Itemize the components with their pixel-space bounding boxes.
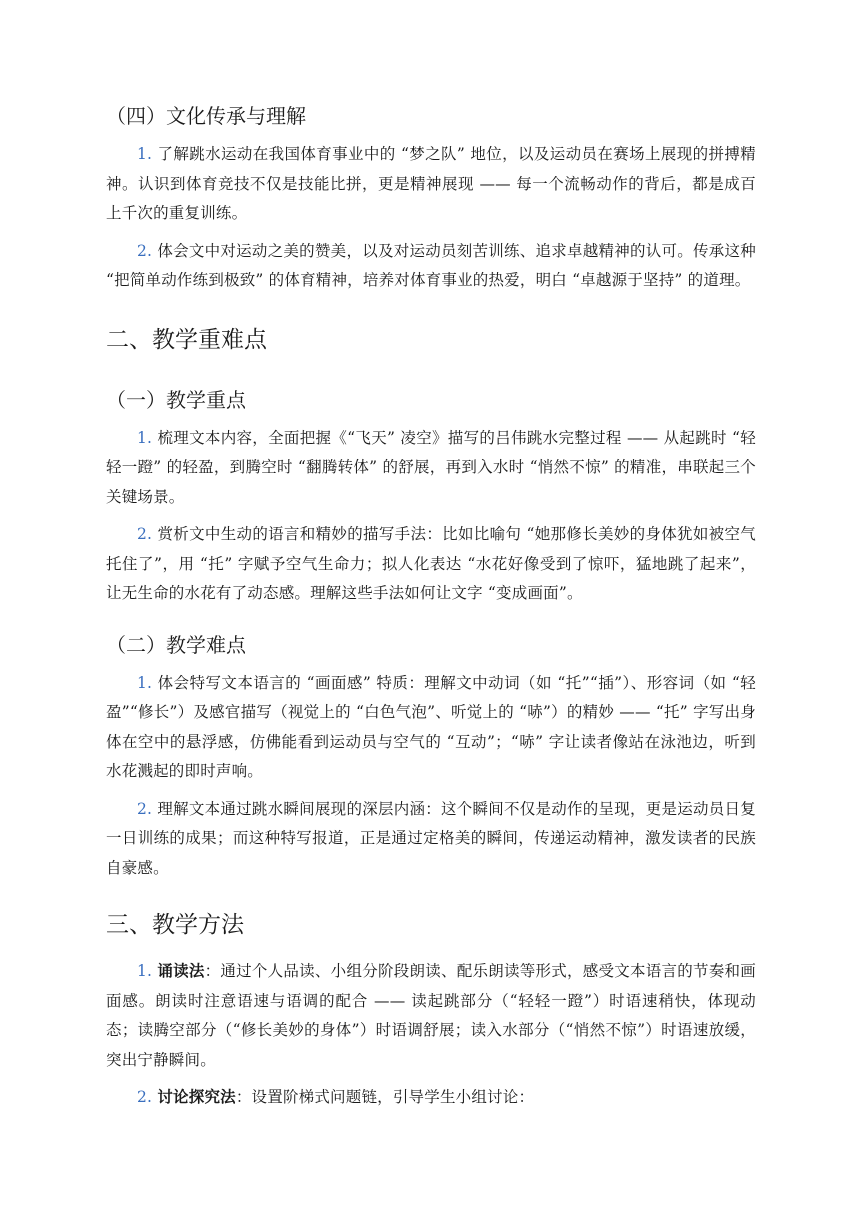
method-keyword: 诵读法	[157, 962, 205, 980]
paragraph-text: 体会特写文本语言的 “画面感” 特质：理解文中动词（如 “托”“插”）、形容词（如 “轻盈”“修长”）及感官描写（视觉上的 “白色气泡”、听觉上的 “哧”）的精妙 —— “托” 字写出身体在空中的悬浮感，仿佛能看到运动员与空气的 “互动”；“哧” 字让读者像站在泳池边，听到水花溅起的即时声响。	[106, 673, 756, 780]
list-number: 2.	[137, 1088, 153, 1106]
list-number: 2.	[137, 799, 153, 818]
method-keyword: 讨论探究法	[157, 1088, 236, 1106]
list-number: 1.	[137, 673, 153, 692]
heading-key-difficult-points: 二、教学重难点	[106, 326, 267, 353]
paragraph	[106, 795, 756, 884]
paragraph	[106, 957, 756, 1075]
heading-key-points: （一）教学重点	[106, 387, 246, 412]
heading-culture: （四）文化传承与理解	[106, 104, 306, 128]
paragraph-text: 赏析文中生动的语言和精妙的描写手法：比如比喻句 “她那修长美妙的身体犹如被空气托住了”，用 “托” 字赋予空气生命力；拟人化表达 “水花好像受到了惊吓，猛地跳了起来”，让无生命的水花有了动态感。理解这些手法如何让文字 “变成画面”。	[106, 525, 756, 602]
paragraph-text: 梳理文本内容，全面把握《“飞天” 凌空》描写的吕伟跳水完整过程 —— 从起跳时 “轻轻一蹬” 的轻盈，到腾空时 “翻腾转体” 的舒展，再到入水时 “悄然不惊” 的精准，串联起三个关键场景。	[106, 428, 756, 506]
paragraph	[106, 140, 756, 229]
list-number: 1.	[137, 428, 153, 447]
list-number: 2.	[137, 525, 153, 543]
heading-teaching-methods: 三、教学方法	[106, 912, 244, 938]
list-number: 1.	[137, 962, 153, 980]
paragraph-text: 体会文中对运动之美的赞美，以及对运动员刻苦训练、追求卓越精神的认可。传承这种 “把简单动作练到极致” 的体育精神，培养对体育事业的热爱，明白 “卓越源于坚持” 的道理。	[106, 241, 756, 289]
list-number: 2.	[137, 241, 153, 260]
paragraph-text: 理解文本通过跳水瞬间展现的深层内涵：这个瞬间不仅是动作的呈现，更是运动员日复一日训练的成果；而这种特写报道，正是通过定格美的瞬间，传递运动精神，激发读者的民族自豪感。	[106, 799, 756, 877]
paragraph	[106, 520, 756, 609]
paragraph-text: 了解跳水运动在我国体育事业中的 “梦之队” 地位，以及运动员在赛场上展现的拼搏精神。认识到体育竞技不仅是技能比拼，更是精神展现 —— 每一个流畅动作的背后，都是成百上千次的重复训练。	[106, 145, 756, 222]
list-number: 1.	[137, 145, 153, 163]
paragraph-text: ：设置阶梯式问题链，引导学生小组讨论：	[235, 1088, 535, 1106]
paragraph	[106, 669, 756, 787]
paragraph-text: ：通过个人品读、小组分阶段朗读、配乐朗读等形式，感受文本语言的节奏和画面感。朗读时注意语速与语调的配合 —— 读起跳部分（“轻轻一蹬”）时语速稍快，体现动态；读腾空部分（“修长美妙的身体”）时语调舒展；读入水部分（“悄然不惊”）时语速放缓，突出宁静瞬间。	[106, 962, 756, 1069]
paragraph	[106, 1083, 756, 1113]
heading-difficult-points: （二）教学难点	[106, 632, 246, 657]
paragraph	[106, 424, 756, 513]
paragraph	[106, 237, 756, 296]
document-content	[106, 98, 756, 1113]
